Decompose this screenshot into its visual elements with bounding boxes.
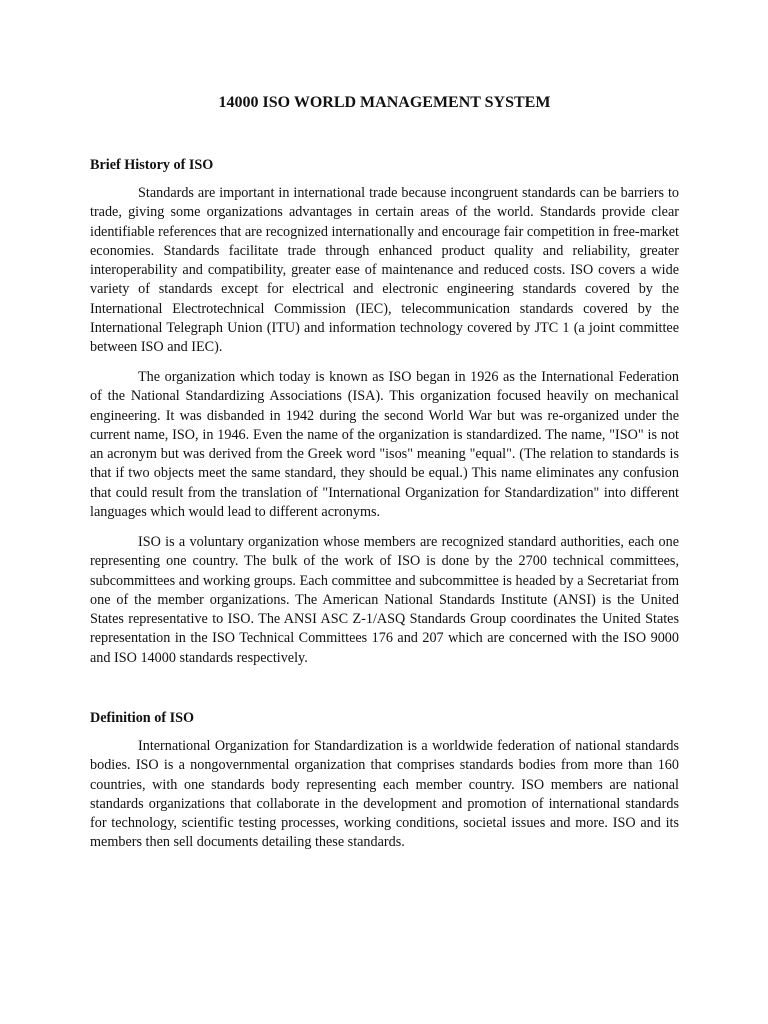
paragraph-definition: International Organization for Standardization is a worldwide federation of national standards bodies. ISO is a nongovernmental organization that comprises standards bodies from more than 160 countries, with one standards body representing each member country. ISO members are national standards organizations that collaborate in the development and promotion of international standards for technology, scientific testing processes, working conditions, societal issues and more. ISO and its members then sell documents detailing these standards.	[90, 738, 679, 851]
paragraph-organization-history: The organization which today is known as ISO began in 1926 as the International Federation of the National Standardizing Associations (ISA). This organization focused heavily on mechanical engineering. It was disbanded in 1942 during the second World War but was re-organized under the current name, ISO, in 1946. Even the name of the organization is standardized. The name, "ISO" is not an acronym but was derived from the Greek word "isos" meaning "equal". (The relation to standards is that if two objects meet the same standard, they should be equal.) This name eliminates any confusion that could result from the translation of "International Organization for Standardization" into different languages which would lead to different acronyms.	[90, 369, 679, 521]
section-heading-definition: Definition of ISO	[90, 710, 195, 726]
section-heading-brief-history: Brief History of ISO	[90, 157, 214, 173]
paragraph-standards: Standards are important in international trade because incongruent standards can be barriers to trade, giving some organizations advantages in certain areas of the world. Standards provide clear identifiable references that are recognized internationally and encourage fair competition in free-market economies. Standards facilitate trade through enhanced product quality and reliability, greater interoperability and compatibility, greater ease of maintenance and reduced costs. ISO covers a wide variety of standards except for electrical and electronic engineering standards covered by the International Electrotechnical Commission (IEC), telecommunication standards covered by the International Telegraph Union (ITU) and information technology covered by JTC 1 (a joint committee between ISO and IEC).	[90, 185, 679, 356]
document-title: 14000 ISO WORLD MANAGEMENT SYSTEM	[218, 94, 551, 111]
paragraph-voluntary-organization: ISO is a voluntary organization whose members are recognized standard authorities, each one representing one country. The bulk of the work of ISO is done by the 2700 technical committees, subcommittees and working groups. Each committee and subcommittee is headed by a Secretariat from one of the member organizations. The American National Standards Institute (ANSI) is the United States representative to ISO. The ANSI ASC Z-1/ASQ Standards Group coordinates the United States representation in the ISO Technical Committees 176 and 207 which are concerned with the ISO 9000 and ISO 14000 standards respectively.	[90, 534, 679, 666]
